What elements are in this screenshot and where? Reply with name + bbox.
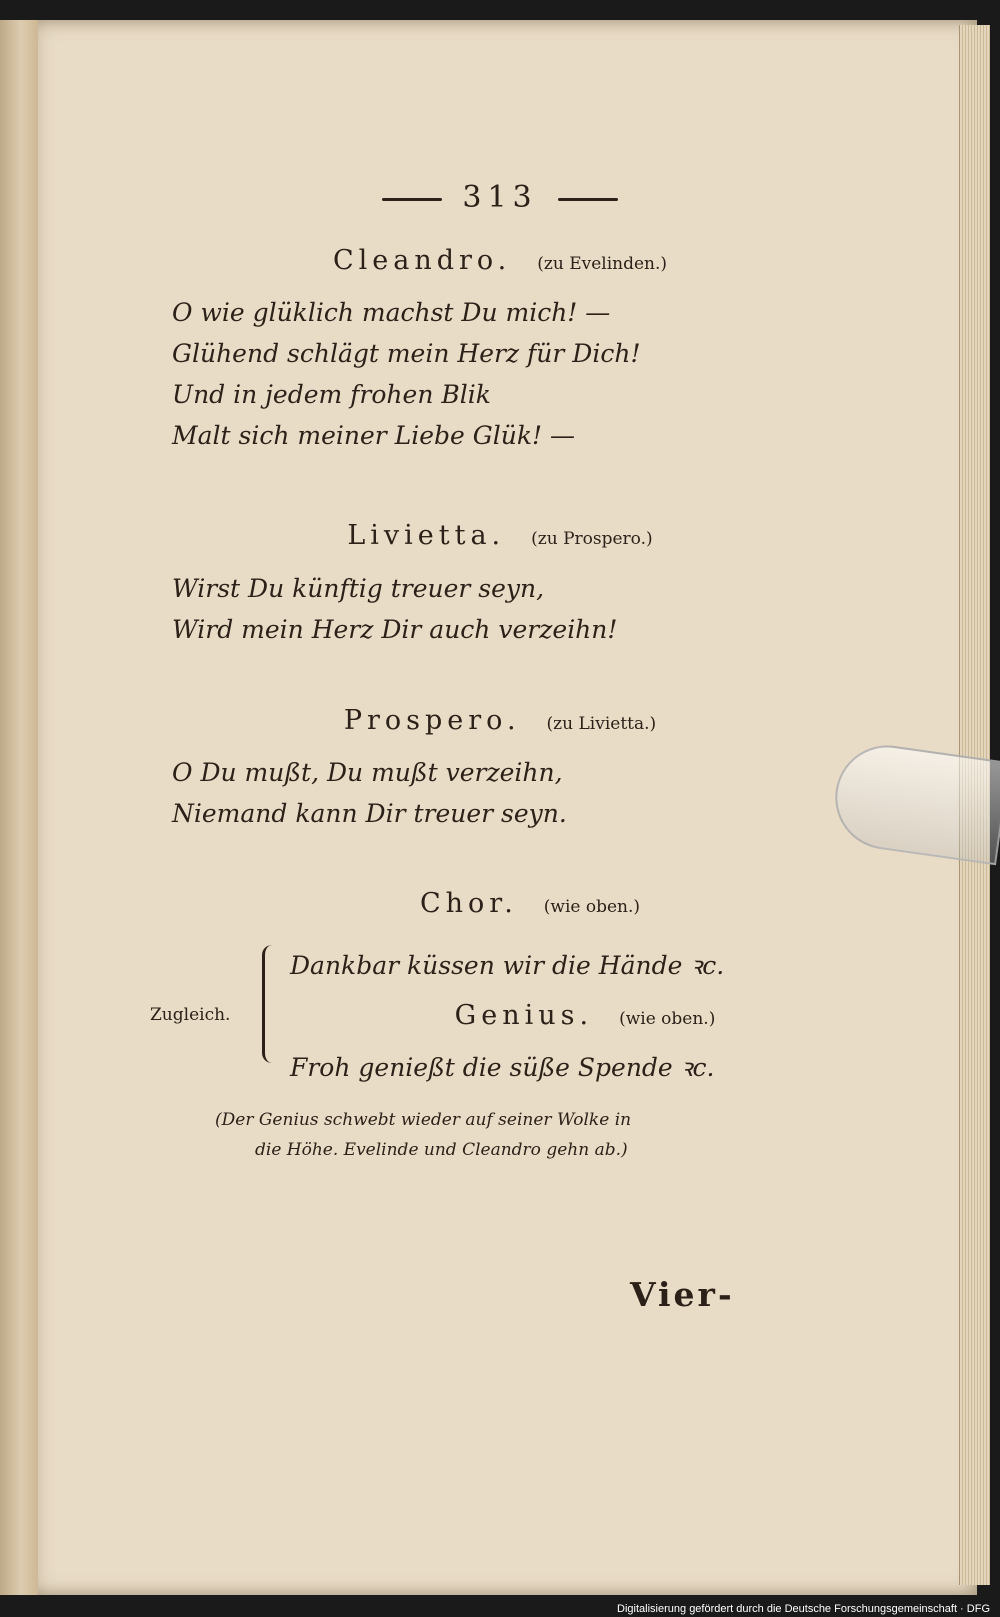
stage-direction-inline: (wie oben.) — [619, 1009, 716, 1029]
page-number-text: 313 — [462, 180, 538, 215]
stage-direction-inline: (zu Evelinden.) — [537, 254, 668, 274]
page-number — [0, 180, 1000, 215]
speaker-heading — [0, 1000, 1000, 1031]
verse-line: O Du mußt, Du mußt verzeihn, — [172, 758, 563, 787]
speaker-name: Chor. — [419, 888, 518, 919]
verse-line: O wie glüklich machst Du mich! — — [172, 298, 611, 327]
verse-line: Wirst Du künftig treuer seyn, — [172, 574, 545, 603]
ornament-left — [382, 198, 442, 201]
speaker-heading — [0, 888, 1000, 919]
verse-line: Glühend schlägt mein Herz für Dich! — [172, 339, 641, 368]
verse-line: Wird mein Herz Dir auch verzeihn! — [172, 615, 618, 644]
speaker-name: Cleandro. — [332, 245, 512, 276]
stage-direction-inline: (zu Livietta.) — [546, 714, 657, 734]
ornament-right — [558, 198, 618, 201]
speaker-heading — [0, 245, 1000, 276]
stage-direction-line: die Höhe. Evelinde und Cleandro gehn ab.) — [255, 1140, 628, 1160]
speaker-heading — [0, 705, 1000, 736]
stage-direction-inline: (zu Prospero.) — [531, 529, 653, 549]
speaker-name: Livietta. — [347, 520, 506, 551]
verse-block — [172, 752, 567, 834]
stage-direction — [215, 1105, 631, 1165]
verse-line: Malt sich meiner Liebe Glük! — — [172, 421, 576, 450]
stage-direction-inline: (wie oben.) — [543, 897, 641, 917]
chorus-line: Dankbar küssen wir die Hände ꝛc. — [290, 951, 725, 980]
speaker-name: Prospero. — [343, 705, 521, 736]
footer-credit: Digitalisierung gefördert durch die Deutsche Forschungsgemeinschaft · DFG — [617, 1603, 990, 1615]
speaker-heading — [0, 520, 1000, 551]
speaker-name: Genius. — [454, 1000, 594, 1031]
catchword: Vier- — [630, 1275, 735, 1314]
verse-line: Niemand kann Dir treuer seyn. — [172, 799, 567, 828]
chorus-line: Froh genießt die süße Spende ꝛc. — [290, 1053, 715, 1082]
together-label: Zugleich. — [150, 1005, 231, 1025]
verse-line: Und in jedem frohen Blik — [172, 380, 491, 409]
verse-block — [172, 568, 617, 650]
stage-direction-line: (Der Genius schwebt wieder auf seiner Wolke in — [215, 1110, 632, 1130]
verse-block — [172, 292, 641, 456]
